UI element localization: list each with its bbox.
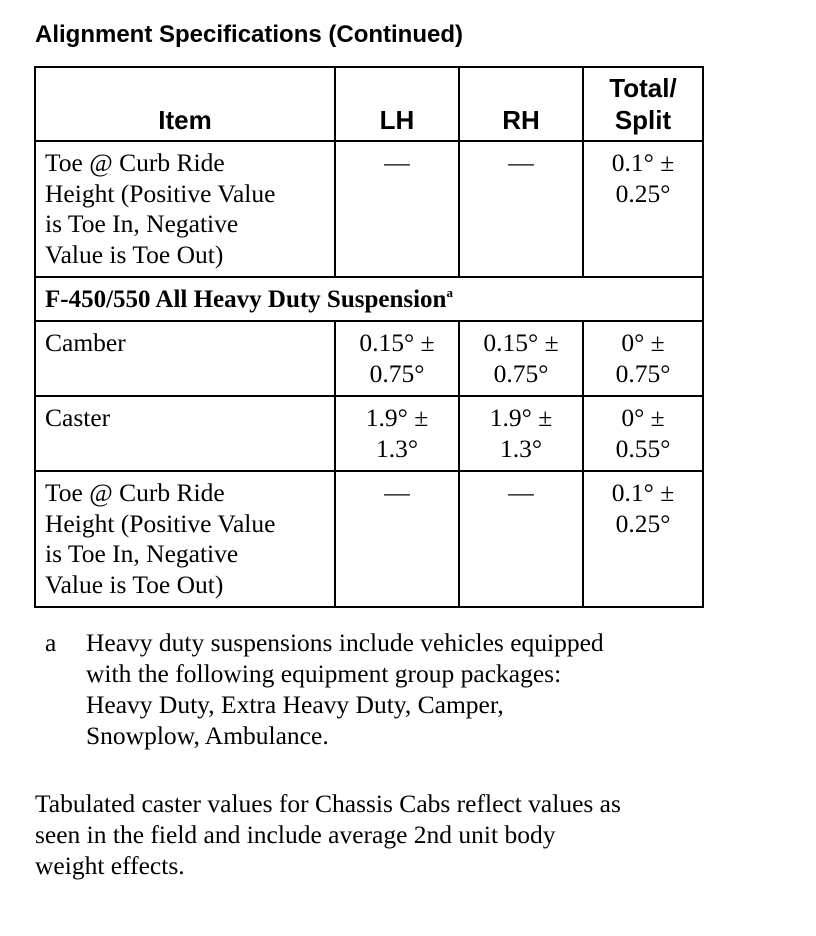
cell-text: 0° ±: [621, 328, 665, 357]
cell-lh: [335, 141, 459, 277]
footnote-text: [86, 627, 726, 751]
cell-lh: [335, 396, 459, 471]
footnote-line: Snowplow, Ambulance.: [86, 721, 329, 750]
alignment-spec-table: [34, 66, 704, 608]
cell-text: 1.3°: [499, 433, 543, 463]
cell-item: [35, 321, 335, 396]
cell-text: —: [508, 148, 534, 177]
cell-item: [35, 141, 335, 277]
header-total-line1: Total/: [609, 73, 677, 103]
header-total-line2: Split: [614, 105, 672, 135]
header-rh: RH: [459, 67, 583, 141]
cell-text: —: [384, 148, 410, 177]
footnote-line: Heavy duty suspensions include vehicles equipped: [86, 628, 604, 657]
cell-text: 0° ±: [621, 403, 665, 432]
cell-text: 0.15° ±: [483, 328, 559, 357]
header-total-split: [583, 67, 703, 141]
cell-lh: [335, 471, 459, 607]
cell-text: —: [508, 478, 534, 507]
cell-text: Toe @ Curb Ride: [45, 478, 225, 507]
cell-text: Caster: [45, 403, 111, 432]
footnote-line: with the following equipment group packages:: [86, 659, 562, 688]
cell-text: 0.1° ±: [611, 478, 675, 507]
cell-text: is Toe In, Negative: [45, 539, 239, 568]
header-item: Item: [35, 67, 335, 141]
table-row: [35, 141, 703, 277]
section-header-row: [35, 277, 703, 321]
cell-text: Toe @ Curb Ride: [45, 148, 225, 177]
footnote-mark: a: [45, 628, 57, 657]
cell-item: [35, 471, 335, 607]
cell-text: 1.9° ±: [489, 403, 553, 432]
note-line: weight effects.: [35, 851, 185, 880]
cell-text: 0.75°: [369, 358, 425, 388]
cell-text: 0.55°: [615, 433, 671, 463]
cell-text: is Toe In, Negative: [45, 209, 239, 238]
section-header-cell: [35, 277, 703, 321]
cell-text: 0.1° ±: [611, 148, 675, 177]
cell-rh: [459, 141, 583, 277]
cell-text: 0.25°: [615, 508, 671, 538]
cell-text: 0.75°: [493, 358, 549, 388]
header-lh: LH: [335, 67, 459, 141]
cell-text: Height (Positive Value: [45, 508, 276, 538]
note-line: seen in the field and include average 2nd unit body: [35, 820, 556, 849]
cell-text: 1.3°: [375, 433, 419, 463]
table-row: [35, 396, 703, 471]
cell-text: —: [384, 478, 410, 507]
caster-note: [35, 788, 621, 881]
footnote-line: Heavy Duty, Extra Heavy Duty, Camper,: [86, 690, 504, 719]
footnote-ref: a: [446, 285, 453, 300]
cell-total: [583, 141, 703, 277]
table-row: [35, 321, 703, 396]
cell-text: 0.25°: [615, 178, 671, 208]
cell-text: 1.9° ±: [365, 403, 429, 432]
section-label: F-450/550 All Heavy Duty Suspension: [45, 286, 447, 313]
cell-text: Camber: [45, 328, 126, 357]
cell-text: Height (Positive Value: [45, 178, 276, 208]
cell-item: [35, 396, 335, 471]
page-title: Alignment Specifications (Continued): [35, 21, 464, 48]
cell-text: 0.75°: [615, 358, 671, 388]
cell-text: 0.15° ±: [359, 328, 435, 357]
note-line: Tabulated caster values for Chassis Cabs reflect values as: [35, 789, 621, 818]
cell-lh: [335, 321, 459, 396]
cell-total: [583, 321, 703, 396]
cell-total: [583, 396, 703, 471]
cell-rh: [459, 396, 583, 471]
cell-text: Value is Toe Out): [45, 239, 224, 269]
cell-rh: [459, 321, 583, 396]
table-row: [35, 471, 703, 607]
table-header-row: [35, 67, 703, 141]
cell-text: Value is Toe Out): [45, 569, 224, 599]
cell-total: [583, 471, 703, 607]
cell-rh: [459, 471, 583, 607]
